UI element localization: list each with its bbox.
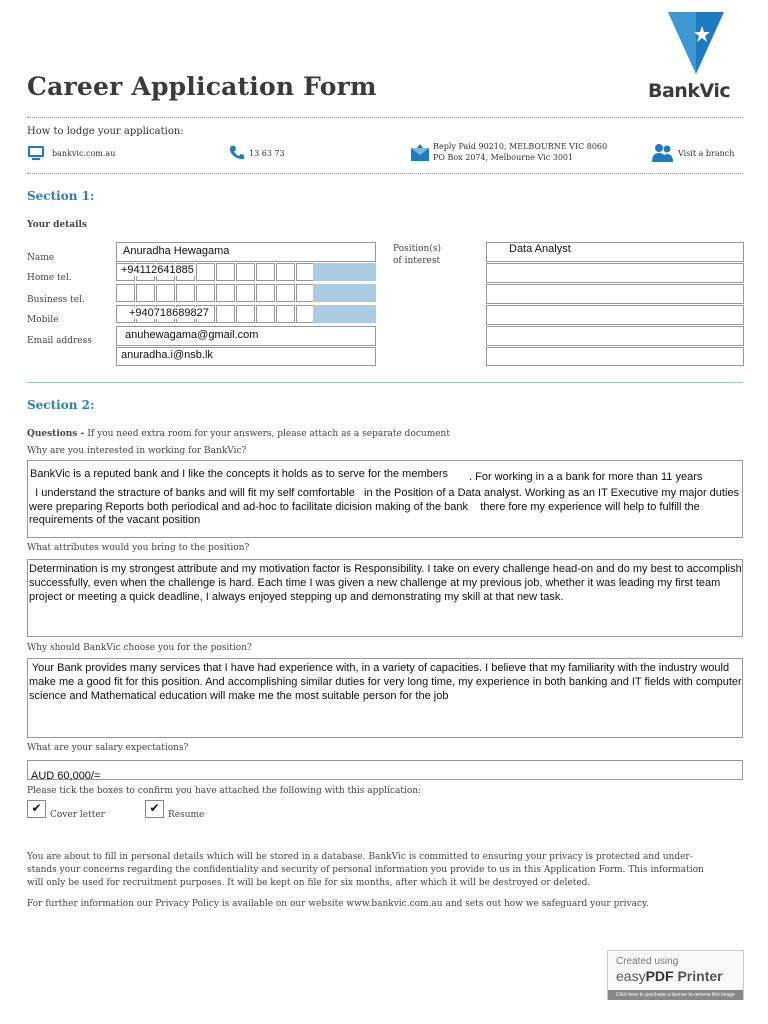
answer-1-line2: I understand the stracture of banks and will fit my self comfortable in the Position of a Data analyst. Working as an IT Executive my major duties	[29, 487, 740, 499]
position-field-6[interactable]	[486, 347, 744, 366]
watermark-pdf: PDF	[645, 968, 674, 984]
position-field-2[interactable]	[486, 263, 744, 283]
watermark-created-using: Created using	[616, 956, 679, 967]
salary-value: AUD 60,000/=	[31, 770, 101, 782]
position-value: Data Analyst	[509, 243, 571, 255]
privacy-policy-note: For further information our Privacy Policy is available on our website www.bankvic.com.au and sets out how we safeguard your privacy.	[27, 899, 649, 909]
section1-heading: Section 1:	[27, 189, 95, 203]
phone-icon	[228, 144, 246, 165]
answer-2-line2: successfully, even when the challenge is hard. Each time I was given a new challenge at my previous job, whether it was leading my first team	[29, 577, 721, 589]
question-3: Why should BankVic choose you for the position?	[27, 643, 252, 653]
email-value-1: anuhewagama@gmail.com	[125, 329, 259, 341]
salary-field[interactable]	[27, 760, 743, 780]
cover-letter-label: Cover letter	[50, 810, 105, 820]
business-tel-label: Business tel.	[27, 295, 85, 305]
watermark-footer[interactable]: Click here to purchase a license to remove this image	[608, 990, 743, 1000]
home-tel-value: +94112641885	[121, 264, 194, 276]
watermark-printer: Printer	[673, 968, 723, 984]
name-value: Anuradha Hewagama	[123, 245, 230, 257]
divider	[27, 173, 743, 174]
mobile-label: Mobile	[27, 315, 59, 325]
email-field-2[interactable]	[116, 347, 376, 366]
answer-3-line2: make me a good fit for this position. And accomplishing similar duties for very long time, my experience in both banking and IT fields with computer	[29, 676, 742, 688]
question-2: What attributes would you bring to the position?	[27, 543, 250, 553]
section-divider	[27, 382, 743, 383]
watermark-product	[616, 968, 723, 984]
questions-note	[27, 429, 450, 439]
people-icon	[652, 143, 674, 167]
watermark-easy: easy	[616, 968, 646, 984]
questions-bold: Questions -	[27, 429, 88, 439]
divider	[27, 117, 743, 118]
mail-address-line2: PO Box 2074, Melbourne Vic 3001	[433, 153, 574, 162]
your-details-heading: Your details	[27, 220, 87, 230]
answer-1-line3: were preparing Reports both periodical and ad-hoc to facilitate dicision making of the bank there fore my experience will help to fulfill the	[29, 501, 700, 513]
section2-heading: Section 2:	[27, 398, 95, 412]
email-value-2: anuradha.i@nsb.lk	[121, 349, 213, 361]
privacy-line3: will only be used for recruitment purposes. It will be kept on file for six months, after which it will be destroyed or deleted.	[27, 878, 591, 888]
bankvic-logo	[668, 12, 724, 76]
name-label: Name	[27, 253, 55, 263]
position-field-4[interactable]	[486, 305, 744, 325]
lodge-heading: How to lodge your application:	[27, 126, 184, 137]
privacy-line1: You are about to fill in personal details which will be stored in a database. BankVic is committed to ensuring your privacy is protected and under-	[27, 852, 693, 862]
mail-address-line1: Reply Paid 90210, MELBOURNE VIC 8060	[433, 142, 608, 151]
position-label-line2: of interest	[393, 256, 441, 266]
phone-number: 13 63 73	[249, 149, 285, 158]
mail-icon	[410, 144, 430, 166]
mobile-value: +94071868​9827	[129, 307, 209, 319]
answer-1-line1a: BankVic is a reputed bank and I like the concepts it holds as to serve for the members	[30, 468, 449, 480]
questions-note-text: If you need extra room for your answers, please attach as a separate document	[87, 429, 450, 439]
position-field-1[interactable]	[486, 242, 744, 262]
email-label: Email address	[27, 336, 92, 346]
position-field-3[interactable]	[486, 284, 744, 304]
answer-3-line1: Your Bank provides many services that I have had experience with, in a variety of capacities. I believe that my familiarity with the industry would	[29, 662, 730, 674]
name-field[interactable]	[116, 242, 376, 262]
page-title: Career Application Form	[27, 72, 377, 101]
position-field-5[interactable]	[486, 326, 744, 346]
position-label-line1: Position(s)	[393, 244, 441, 254]
website-link[interactable]: bankvic.com.au	[52, 149, 116, 158]
answer-2-line3: project or meeting a quick deadline, I always enjoyed stepping up and demonstrating my skill at that new task.	[29, 591, 564, 603]
question-4: What are your salary expectations?	[27, 743, 189, 753]
answer-3-line3: science and Mathematical education will make me the most suitable person for the job	[29, 690, 449, 702]
computer-icon	[27, 145, 45, 165]
easypdf-watermark[interactable]	[607, 950, 744, 1000]
answer-1-line4: requirements of the vacant position	[29, 514, 201, 526]
brand-name: BankVic	[648, 80, 731, 102]
question-1: Why are you interested in working for BankVic?	[27, 446, 247, 456]
answer-1-line1b: . For working in a a bank for more than 11 years	[469, 471, 703, 483]
resume-checkbox[interactable]: ✔	[145, 800, 164, 818]
resume-label: Resume	[168, 810, 205, 820]
cover-letter-checkbox[interactable]: ✔	[27, 800, 46, 818]
email-field-1[interactable]	[116, 326, 376, 346]
home-tel-label: Home tel.	[27, 273, 72, 283]
branch-text: Visit a branch	[678, 149, 735, 158]
answer-2-line1: Determination is my strongest attribute and my motivation factor is Responsibility. I take on every challenge head-on and do my best to accomplish	[29, 563, 742, 575]
attach-prompt: Please tick the boxes to confirm you have attached the following with this application:	[27, 786, 422, 796]
privacy-line2: stands your concerns regarding the confidentiality and security of personal information you provide to us in this Application Form. This information	[27, 865, 704, 875]
